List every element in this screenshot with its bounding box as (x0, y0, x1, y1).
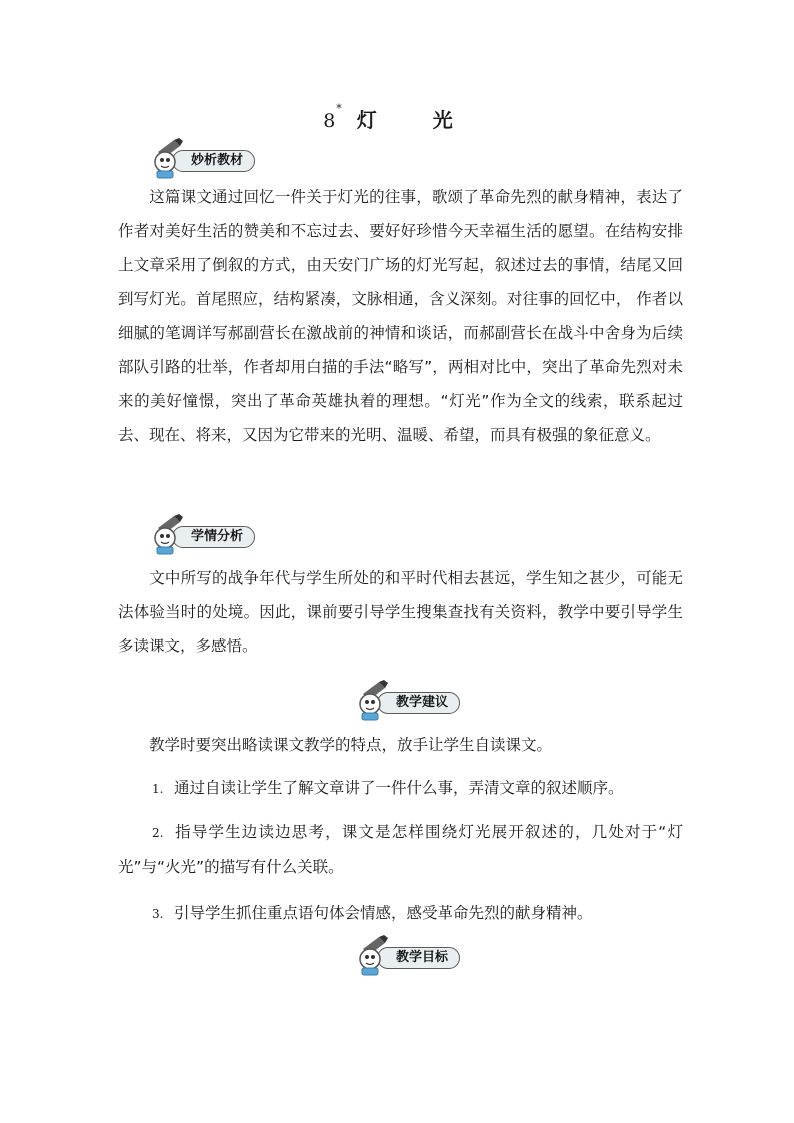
advice-item (118, 815, 683, 884)
section-badge-label: 妙析教材 (172, 150, 255, 172)
section-badge-learner (150, 514, 270, 556)
advice-item-text: 指导学生边读边思考，课文是怎样围绕灯光展开叙述的，几处对于“灯光”与“火光”的描写有什么关联。 (118, 823, 683, 876)
section-badge-goals (355, 935, 475, 977)
section-badge-label: 教学目标 (377, 947, 460, 969)
advice-intro-text: 教学时要突出略读课文教学的特点，放手让学生自读课文。 (149, 736, 553, 754)
lesson-number: 8 (323, 110, 337, 132)
advice-item-text: 引导学生抓住重点语句体会情感，感受革命先烈的献身精神。 (174, 904, 593, 922)
learner-text: 文中所写的战争年代与学生所处的和平时代相去甚远，学生知之甚少，可能无法体验当时的处境。因此，课前要引导学生搜集查找有关资料，教学中要引导学生多读课文，多感悟。 (118, 569, 683, 655)
analysis-text: 这篇课文通过回忆一件关于灯光的往事，歌颂了革命先烈的献身精神，表达了作者对美好生活的赞美和不忘过去、要好好珍惜今天幸福生活的愿望。在结构安排上文章采用了倒叙的方式，由天安门广场的灯光写起，叙述过去的事情，结尾又回到写灯光。首尾照应，结构紧凑，文脉相通，含义深刻。对往事的回忆中， 作者以细腻的笔调详写郝副营长在激战前的神情和谈话，而郝副营长在战斗中舍身为后续部队引路的壮举，作者却用白描的手法“略写”，两相对比中，突出了革命先烈对未来的美好憧憬，突出了革命英雄执着的理想。“灯光”作为全文的线索，联系起过去、现在、将来，又因为它带来的光明、温暖、希望，而具有极强的象征意义。 (118, 188, 683, 444)
section-badge-label: 学情分析 (172, 526, 255, 548)
section-badge-analysis (150, 138, 270, 180)
advice-item-number: 1. (152, 782, 164, 796)
advice-item (118, 896, 683, 931)
pencil-mascot-icon (355, 680, 391, 722)
section-badge-label: 教学建议 (377, 692, 460, 714)
analysis-paragraph (118, 180, 683, 452)
advice-intro (118, 728, 683, 762)
pencil-mascot-icon (150, 138, 186, 180)
lesson-title (0, 104, 794, 133)
learner-paragraph (118, 561, 683, 663)
section-badge-advice (355, 680, 475, 722)
advice-item-number: 3. (152, 907, 164, 921)
pencil-mascot-icon (150, 514, 186, 556)
lesson-marker: * (336, 102, 343, 115)
advice-item-text: 通过自读让学生了解文章讲了一件什么事，弄清文章的叙述顺序。 (174, 779, 624, 797)
pencil-mascot-icon (355, 935, 391, 977)
advice-item-number: 2. (152, 826, 164, 840)
lesson-title-text: 灯 光 (356, 108, 471, 132)
advice-item (118, 771, 683, 806)
